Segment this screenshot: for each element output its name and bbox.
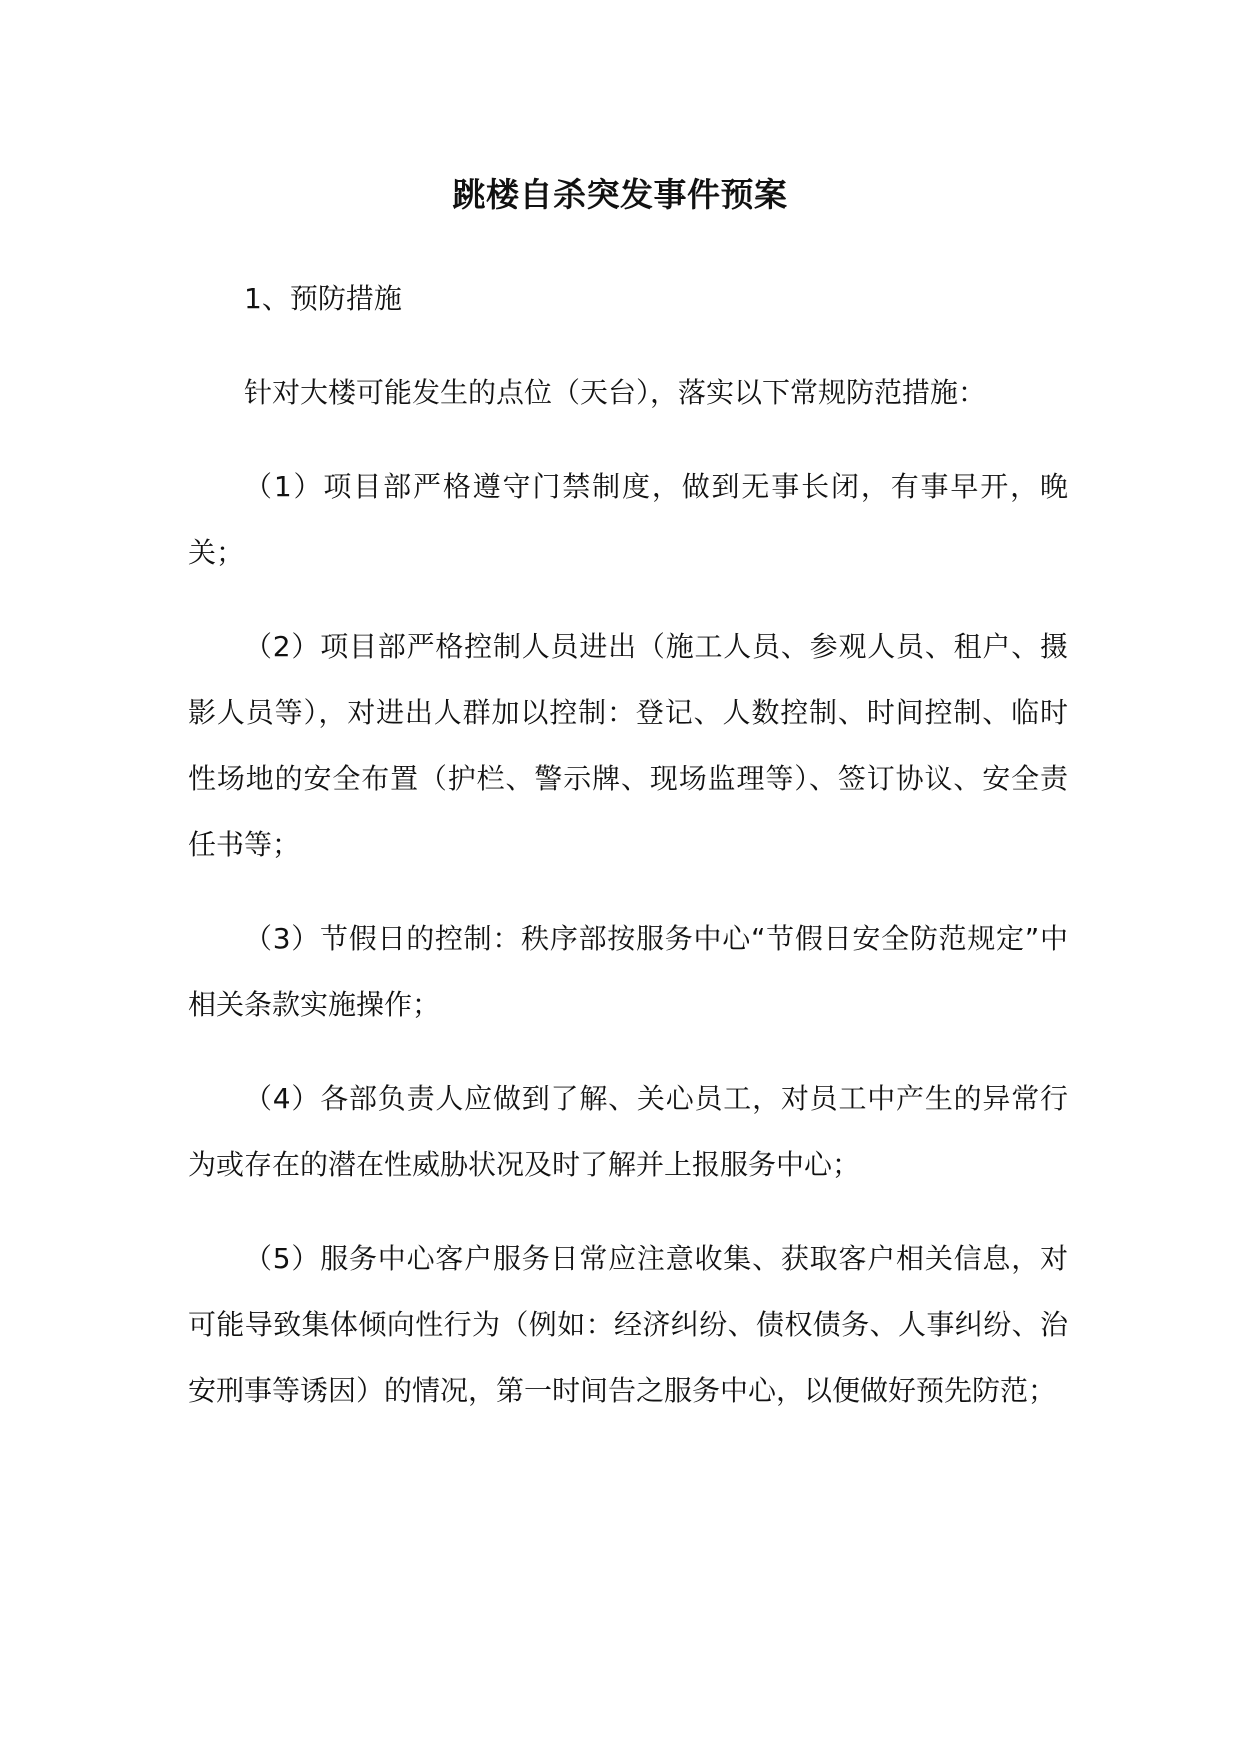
- paragraph-item-4: （4）各部负责人应做到了解、关心员工，对员工中产生的异常行为或存在的潜在性威胁状况及时了解并上报服务中心；: [188, 1082, 1068, 1181]
- paragraph-item-5: （5）服务中心客户服务日常应注意收集、获取客户相关信息，对可能导致集体倾向性行为（例如：经济纠纷、债权债务、人事纠纷、治安刑事等诱因）的情况，第一时间告之服务中心，以便做好预先防范；: [188, 1242, 1068, 1407]
- paragraph-item-3: （3）节假日的控制：秩序部按服务中心“节假日安全防范规定”中相关条款实施操作；: [188, 922, 1068, 1021]
- paragraph-item-2: （2）项目部严格控制人员进出（施工人员、参观人员、租户、摄影人员等），对进出人群加以控制：登记、人数控制、时间控制、临时性场地的安全布置（护栏、警示牌、现场监理等）、签订协议、安全责任书等；: [188, 630, 1068, 861]
- section-heading-prevention: 1、预防措施: [244, 282, 402, 315]
- document-body: [188, 266, 1068, 1424]
- paragraph-item-1: （1）项目部严格遵守门禁制度，做到无事长闭，有事早开，晚关；: [188, 470, 1068, 569]
- paragraph-intro: 针对大楼可能发生的点位（天台），落实以下常规防范措施：: [244, 376, 987, 409]
- document-title: 跳楼自杀突发事件预案: [452, 175, 788, 214]
